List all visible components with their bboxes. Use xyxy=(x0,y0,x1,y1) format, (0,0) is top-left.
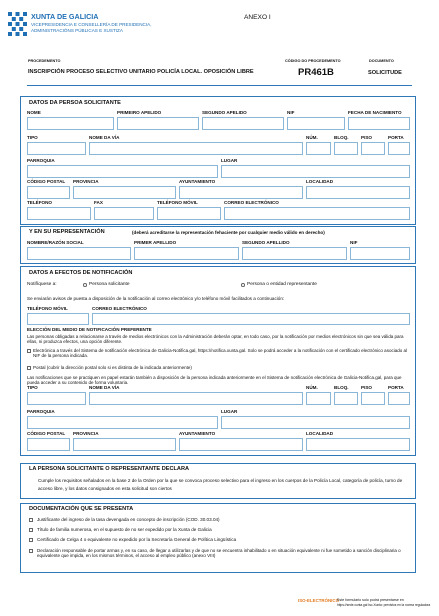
notify-applicant-label: Persona solicitante xyxy=(89,282,130,287)
applicant-section-title: DATOS DA PERSOA SOLICITANTE xyxy=(29,100,121,106)
label-email: CORREO ELECTRÓNICO xyxy=(224,200,279,205)
label-street-name: NOME DA VÍA xyxy=(89,135,120,140)
street-type-input[interactable] xyxy=(27,142,86,155)
notify-representative-label: Persona o entidad representante xyxy=(247,282,317,287)
label-fax: FAX xyxy=(94,200,103,205)
label-notify-locality: LOCALIDAD xyxy=(306,431,334,436)
label-nif: NIF xyxy=(287,110,295,115)
org-line-1: VICEPRESIDENCIA E CONSELLERÍA DE PRESIDENCIA, xyxy=(31,22,152,27)
label-notify-block: BLOQ. xyxy=(334,385,349,390)
label-notify-door: PORTA xyxy=(388,385,404,390)
notify-floor-input[interactable] xyxy=(361,392,385,405)
floor-input[interactable] xyxy=(361,142,385,155)
notify-locality-input[interactable] xyxy=(306,438,410,451)
procedure-title: INSCRIPCIÓN PROCESO SELECTIVO UNITARIO POLICÍA LOCAL. OPOSICIÓN LIBRE xyxy=(28,69,254,75)
declaration-section-title: LA PERSONA SOLICITANTE O REPRESENTANTE DECLARA xyxy=(29,466,190,472)
rep-name-input[interactable] xyxy=(27,247,131,260)
label-notify-council: AYUNTAMIENTO xyxy=(179,431,216,436)
notify-number-input[interactable] xyxy=(306,392,331,405)
postal-option-label: Postal (cubrir la dirección postal solo si es distinta de la indicada anteriormente) xyxy=(33,365,192,370)
representative-note: (deberá acreditarse la representación fehaciente por cualquier medio válido en derecho) xyxy=(132,230,325,235)
doc-item-2-label: Título de familia numerosa, en el supuesto de no ser expedido por la Xunta de Galicia xyxy=(37,527,212,532)
notify-block-input[interactable] xyxy=(334,392,358,405)
label-notify-mobile: TELÉFONO MÓVIL xyxy=(27,306,68,311)
footer-note-1: Este formulario solo podrá presentarse en xyxy=(337,598,404,602)
council-input[interactable] xyxy=(179,186,303,199)
place-input[interactable] xyxy=(221,165,410,178)
notify-council-input[interactable] xyxy=(179,438,303,451)
doc-item-4-checkbox[interactable] xyxy=(29,549,33,553)
doc-item-4-label: Declaración responsable de portar armas y, en su caso, de llegar a utilizarlas y de que no se encuentra inhabilitado o en situación equivalente ni fue sometido a sanción disciplinaria o equivalente que impida, en los mismos términos, el acceso al empleo público (anexo VIII) xyxy=(37,548,401,559)
notice-text: Se enviarán avisos de puesta a disposición de la notificación al correo electrónico y/o teléfono móvil facilitados a continuación: xyxy=(27,296,285,301)
label-birthdate: FECHA DE NACIMIENTO xyxy=(348,110,402,115)
birthdate-input[interactable] xyxy=(348,117,410,130)
doc-item-1-label: Justificante del ingreso de la tasa devengada en concepto de inscripción (COD. 30.03.04) xyxy=(37,517,220,522)
notify-representative-radio[interactable] xyxy=(241,283,245,287)
rep-surname1-input[interactable] xyxy=(134,247,239,260)
notify-door-input[interactable] xyxy=(388,392,410,405)
xunta-emblem-icon xyxy=(8,12,27,36)
label-rep-surname1: PRIMER APELLIDO xyxy=(134,240,177,245)
label-rep-surname2: SEGUNDO APELLIDO xyxy=(242,240,290,245)
label-notify-street-name: NOME DA VÍA xyxy=(89,385,120,390)
document-label: DOCUMENTO xyxy=(369,59,394,63)
label-notify-street-type: TIPO xyxy=(27,385,38,390)
number-input[interactable] xyxy=(306,142,331,155)
rep-surname2-input[interactable] xyxy=(242,247,347,260)
street-name-input[interactable] xyxy=(89,142,303,155)
doc-item-3-label: Certificado de Celga 4 o equivalente no expedido por la Secretaría General de Política Lingüística xyxy=(37,537,237,542)
xunta-logo xyxy=(8,12,27,36)
notification-section-title: DATOS A EFECTOS DE NOTIFICACIÓN xyxy=(29,270,133,276)
label-name: NOME xyxy=(27,110,41,115)
label-block: BLOQ. xyxy=(334,135,349,140)
notify-street-type-input[interactable] xyxy=(27,392,86,405)
annex-label: ANEXO I xyxy=(244,14,271,21)
label-rep-nif: NIF xyxy=(350,240,358,245)
procedure-code-label: CÓDIGO DO PROCEDEMENTO xyxy=(285,59,341,63)
rep-nif-input[interactable] xyxy=(350,247,410,260)
label-locality: LOCALIDAD xyxy=(306,179,334,184)
notify-parish-input[interactable] xyxy=(27,416,218,429)
label-surname2: SEGUNDO APELIDO xyxy=(202,110,247,115)
document-value: SOLICITUDE xyxy=(368,70,402,76)
electronic-option-checkbox[interactable] xyxy=(27,349,31,353)
electronic-option-label: Electrónica a través del Sistema de notificación electrónica de Galicia-Notifica.gal, https://notifica.xunta.gal. Solo se podrá acceder a la notificación con el certificado electrónico asociado al NIF de la persona indicada. xyxy=(33,348,407,359)
surname1-input[interactable] xyxy=(117,117,199,130)
door-input[interactable] xyxy=(388,142,410,155)
paper-notice-text: Las notificaciones que se practiquen en papel estarán también a disposición de la persona indicada anteriormente en el Sistema de notificación electrónica de Galicia-Notifica.gal, para que pueda acceder a su contenido de forma voluntaria. xyxy=(27,375,402,386)
label-council: AYUNTAMIENTO xyxy=(179,179,216,184)
label-notify-place: LUGAR xyxy=(221,409,238,414)
label-notify-postcode: CÓDIGO POSTAL xyxy=(27,431,66,436)
province-input[interactable] xyxy=(73,186,176,199)
label-door: PORTA xyxy=(388,135,404,140)
org-name: XUNTA DE GALICIA xyxy=(31,12,99,21)
label-number: NÚM. xyxy=(306,135,318,140)
notify-applicant-radio[interactable] xyxy=(83,283,87,287)
label-place: LUGAR xyxy=(221,158,238,163)
representative-section-title: Y EN SU REPRESENTACIÓN xyxy=(29,229,105,235)
org-line-2: ADMINISTRACIÓNS PÚBLICAS E XUSTIZA xyxy=(31,28,123,33)
postal-option-checkbox[interactable] xyxy=(27,366,31,370)
label-province: PROVINCIA xyxy=(73,179,99,184)
choice-title: ELECCIÓN DEL MEDIO DE NOTIFICACIÓN PREFERENTE xyxy=(27,327,152,332)
mobile-input[interactable] xyxy=(157,207,221,220)
declaration-text: Cumple los requisitos señalados en la base 2 de la Orden por la que se convoca proceso selectivo para el ingreso en los cuerpos de la Policía Local, categoría de policía, turno de acceso libre, y los datos consignados en esta solicitud son ciertos xyxy=(38,478,403,491)
label-phone: TELÉFONO xyxy=(27,200,53,205)
label-surname1: PRIMEIRO APELIDO xyxy=(117,110,162,115)
procedure-code-value: PR461B xyxy=(298,67,334,78)
label-postcode: CÓDIGO POSTAL xyxy=(27,179,66,184)
procedure-underline xyxy=(27,85,412,86)
choice-text: Las personas obligadas a relacionarse a través de medios electrónicos con la Administración deberán optar, en todo caso, por la notificación por medios electrónicos sin que sea válida para ellas, ni produzca efectos, una opción diferente. xyxy=(27,334,404,345)
label-notify-floor: PISO xyxy=(361,385,372,390)
block-input[interactable] xyxy=(334,142,358,155)
label-parish: PARROQUIA xyxy=(27,158,55,163)
phone-input[interactable] xyxy=(27,207,91,220)
notify-province-input[interactable] xyxy=(73,438,176,451)
name-input[interactable] xyxy=(27,117,114,130)
notify-to-label: Notifíquese a: xyxy=(27,282,57,287)
label-mobile: TELÉFONO MÓVIL xyxy=(157,200,198,205)
label-notify-parish: PARROQUIA xyxy=(27,409,55,414)
doc-item-3-checkbox[interactable] xyxy=(29,538,33,542)
label-notify-province: PROVINCIA xyxy=(73,431,99,436)
label-rep-name: NOMBRE/RAZÓN SOCIAL xyxy=(27,240,84,245)
parish-input[interactable] xyxy=(27,165,218,178)
notify-email-input[interactable] xyxy=(92,313,410,325)
surname2-input[interactable] xyxy=(202,117,284,130)
notify-place-input[interactable] xyxy=(221,416,410,429)
label-notify-number: NÚM. xyxy=(306,385,318,390)
documentation-section-title: DOCUMENTACIÓN QUE SE PRESENTA xyxy=(29,506,134,512)
notify-street-name-input[interactable] xyxy=(89,392,303,405)
doc-item-2-checkbox[interactable] xyxy=(29,528,33,532)
procedure-label: PROCEDEMENTO xyxy=(28,59,61,63)
doc-item-1-checkbox[interactable] xyxy=(29,518,33,522)
email-input[interactable] xyxy=(224,207,410,220)
footer-note-2: https://sede.xunta.gal Iso-Xunta: previstos en la norma reguladora xyxy=(337,603,431,607)
fax-input[interactable] xyxy=(94,207,154,220)
notify-postcode-input[interactable] xyxy=(27,438,70,451)
label-notify-email: CORREO ELECTRÓNICO xyxy=(92,306,147,311)
nif-input[interactable] xyxy=(287,117,345,130)
locality-input[interactable] xyxy=(306,186,410,199)
footer-brand: ISO-ELECTRÓNICO xyxy=(298,598,339,603)
notify-mobile-input[interactable] xyxy=(27,313,89,325)
label-floor: PISO xyxy=(361,135,372,140)
procedure-header xyxy=(27,57,412,89)
postcode-input[interactable] xyxy=(27,186,70,199)
label-street-type: TIPO xyxy=(27,135,38,140)
